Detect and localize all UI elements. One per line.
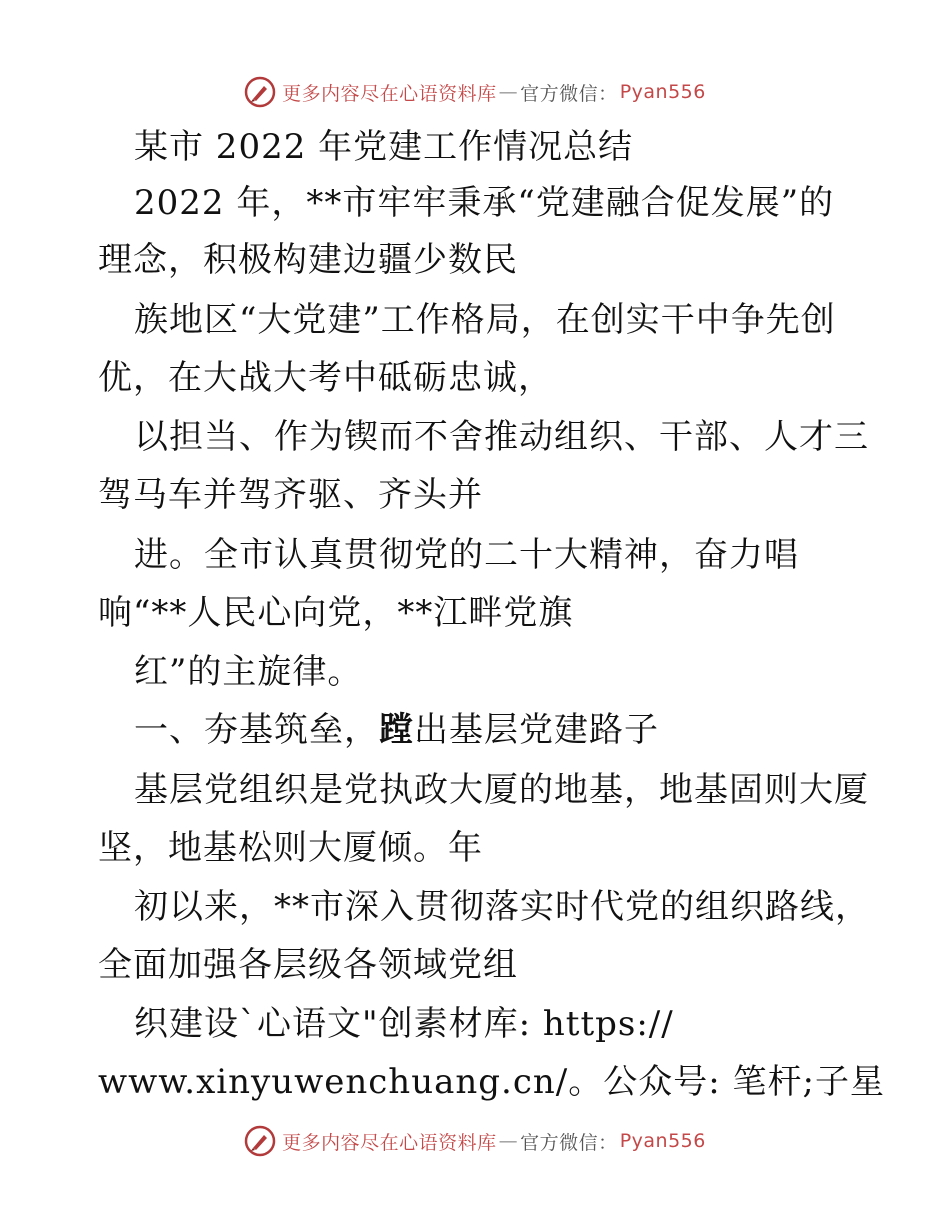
watermark-wechat-id: Pyan556 [619, 81, 706, 103]
watermark-label: 官方微信： [520, 1131, 618, 1154]
paragraph-line: 响“**人民心向党，**江畔党旗 [98, 593, 574, 633]
header-watermark [0, 72, 950, 112]
footer-watermark [0, 1121, 950, 1161]
paragraph-line: 全面加强各层级各领域党组 [98, 945, 518, 985]
paragraph-line: 驾马车并驾齐驱、齐头并 [98, 475, 483, 515]
watermark-text: 更多内容尽在心语资料库 [282, 82, 497, 105]
pen-logo-icon [244, 1125, 276, 1157]
paragraph-line: 坚，地基松则大厦倾。年 [98, 828, 483, 868]
document-title: 某市 2022 年党建工作情况总结 [134, 127, 634, 167]
paragraph-line: www.xinyuwenchuang.cn/。公众号: 笔杆;子星 [98, 1062, 885, 1102]
paragraph-line: 进。全市认真贯彻党的二十大精神，奋力唱 [134, 535, 799, 575]
section-heading-suffix: 出基层党建路子 [414, 710, 659, 750]
paragraph-line: 2022 年，**市牢牢秉承“党建融合促发展”的 [134, 183, 835, 223]
paragraph-line: 理念，积极构建边疆少数民 [98, 240, 518, 280]
watermark-label: 官方微信： [520, 82, 618, 105]
paragraph-line: 优，在大战大考中砥砺忠诚， [98, 358, 553, 398]
pen-logo-icon [244, 76, 276, 108]
section-heading-prefix: 一、夯基筑垒， [134, 710, 379, 750]
section-heading [134, 710, 659, 752]
paragraph-line: 初以来，**市深入贯彻落实时代党的组织路线， [134, 887, 870, 927]
paragraph-line: 基层党组织是党执政大厦的地基，地基固则大厦 [134, 770, 869, 810]
paragraph-line: 以担当、作为锲而不舍推动组织、干部、人才三 [134, 417, 869, 457]
watermark-dash: — [498, 1130, 519, 1152]
watermark-wechat-id: Pyan556 [619, 1130, 706, 1152]
watermark-text: 更多内容尽在心语资料库 [282, 1131, 497, 1154]
paragraph-line: 红”的主旋律。 [134, 652, 363, 692]
watermark-dash: — [498, 81, 519, 103]
section-heading-bold-char: 蹚 [379, 710, 414, 750]
paragraph-line: 族地区“大党建”工作格局，在创实干中争先创 [134, 300, 836, 340]
paragraph-line: 织建设`心语文"创素材库: https:// [134, 1004, 674, 1044]
